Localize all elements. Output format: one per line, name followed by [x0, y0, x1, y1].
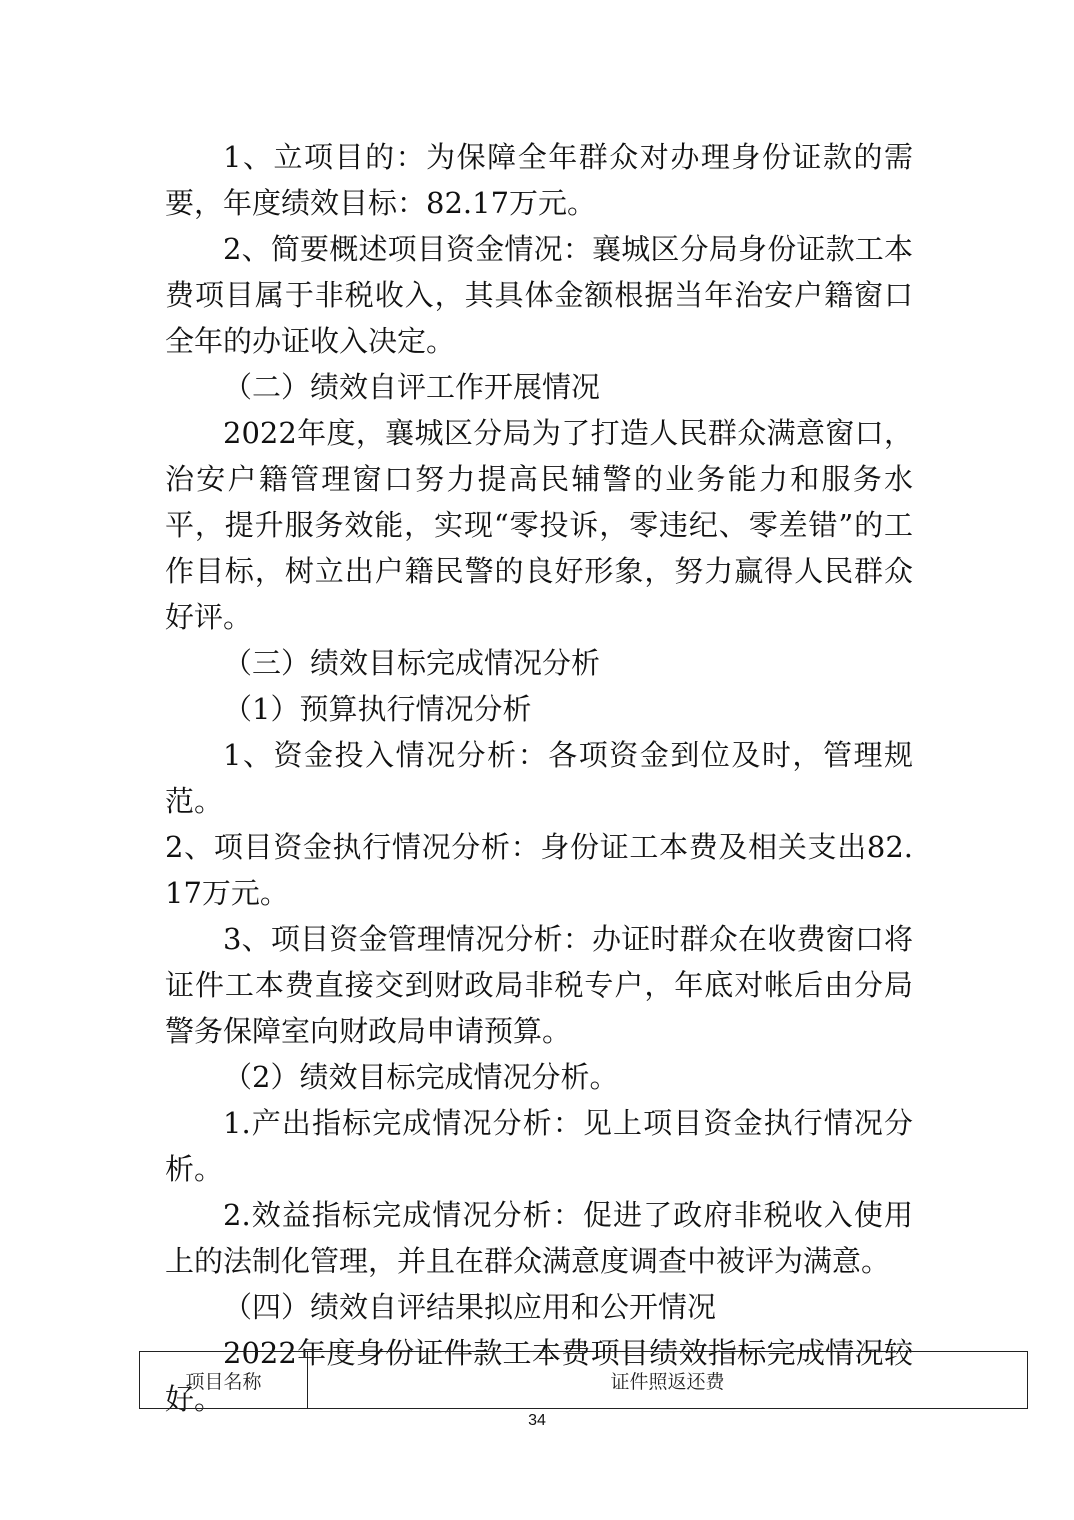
document-body [165, 134, 913, 1422]
paragraph-benefit-indicator: 2.效益指标完成情况分析：促进了政府非税收入使用上的法制化管理，并且在群众满意度调查中被评为满意。 [165, 1198, 913, 1278]
paragraph-self-evaluation: 2022年度，襄城区分局为了打造人民群众满意窗口，治安户籍管理窗口努力提高民辅警的业务能力和服务水平，提升服务效能，实现“零投诉，零违纪、零差错”的工作目标，树立出户籍民警的良好形象，努力赢得人民群众好评。 [165, 416, 913, 634]
section-heading-goal-analysis: （三）绩效目标完成情况分析 [223, 646, 601, 680]
paragraph-project-purpose: 1、立项目的：为保障全年群众对办理身份证款的需要，年度绩效目标：82.17万元。 [165, 140, 913, 220]
paragraph-fund-management: 3、项目资金管理情况分析：办证时群众在收费窗口将证件工本费直接交到财政局非税专户，年底对帐后由分局警务保障室向财政局申请预算。 [165, 922, 913, 1048]
section-heading-self-evaluation: （二）绩效自评工作开展情况 [223, 370, 601, 404]
paragraph-fund-input: 1、资金投入情况分析：各项资金到位及时，管理规范。 [165, 738, 913, 818]
paragraph-output-indicator: 1.产出指标完成情况分析：见上项目资金执行情况分析。 [165, 1106, 913, 1186]
paragraph-fund-overview: 2、简要概述项目资金情况：襄城区分局身份证款工本费项目属于非税收入，其具体金额根据当年治安户籍窗口全年的办证收入决定。 [165, 232, 913, 358]
project-name-value: 证件照返还费 [308, 1352, 1028, 1409]
section-heading-result-application: （四）绩效自评结果拟应用和公开情况 [223, 1290, 717, 1324]
paragraph-conclusion: 2022年度身份证件款工本费项目绩效指标完成情况较好。 [165, 1336, 913, 1416]
subsection-heading-budget-execution: （1）预算执行情况分析 [223, 692, 532, 726]
page-number: 34 [528, 1412, 546, 1429]
project-table [139, 1351, 1028, 1409]
table-row [140, 1352, 1028, 1409]
project-name-label: 项目名称 [140, 1352, 308, 1409]
subsection-heading-goal-completion: （2）绩效目标完成情况分析。 [223, 1060, 619, 1094]
project-name-table [139, 1351, 1028, 1409]
paragraph-fund-execution: 2、项目资金执行情况分析：身份证工本费及相关支出82.17万元。 [165, 830, 913, 910]
